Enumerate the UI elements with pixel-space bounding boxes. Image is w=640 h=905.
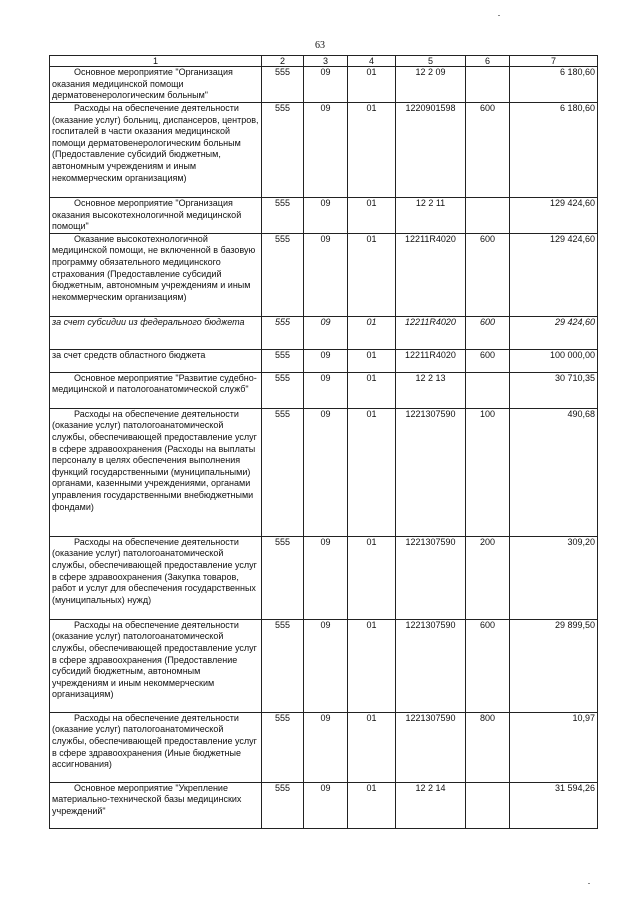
column-header: 2 xyxy=(262,56,304,67)
row-subsection: 01 xyxy=(348,536,396,619)
row-admin: 555 xyxy=(262,619,304,712)
row-subsection: 01 xyxy=(348,619,396,712)
row-sum: 100 000,00 xyxy=(510,349,598,372)
row-type xyxy=(466,782,510,828)
row-target: 12 2 13 xyxy=(396,372,466,408)
row-name: Расходы на обеспечение деятельности (оказание услуг) патологоанатомической службы, обеспечивающей предоставление услуг в сфере здравоохранения (Предоставление субсидий бюджетным, автономным учреждениям и иным некоммерческим организациям) xyxy=(50,619,262,712)
row-name: Основное мероприятие "Организация оказания высокотехнологичной медицинской помощи" xyxy=(50,198,262,234)
row-type: 600 xyxy=(466,316,510,349)
row-name: Основное мероприятие "Организация оказания медицинской помощи дерматовенерологическим больным" xyxy=(50,67,262,103)
row-admin: 555 xyxy=(262,349,304,372)
row-sum: 30 710,35 xyxy=(510,372,598,408)
page-number: 63 xyxy=(315,40,325,51)
row-subsection: 01 xyxy=(348,408,396,536)
row-target: 1221307590 xyxy=(396,408,466,536)
table-row xyxy=(50,316,598,349)
row-type xyxy=(466,198,510,234)
row-admin: 555 xyxy=(262,536,304,619)
budget-table xyxy=(49,55,598,829)
row-sum: 309,20 xyxy=(510,536,598,619)
row-target: 12211R4020 xyxy=(396,349,466,372)
row-admin: 555 xyxy=(262,67,304,103)
table-row xyxy=(50,782,598,828)
row-target: 1221307590 xyxy=(396,619,466,712)
row-name: Основное мероприятие "Укрепление материально-технической базы медицинских учреждений" xyxy=(50,782,262,828)
row-sum: 490,68 xyxy=(510,408,598,536)
row-section: 09 xyxy=(304,198,348,234)
row-section: 09 xyxy=(304,782,348,828)
row-target: 1220901598 xyxy=(396,103,466,198)
row-target: 12 2 11 xyxy=(396,198,466,234)
row-admin: 555 xyxy=(262,316,304,349)
row-subsection: 01 xyxy=(348,712,396,782)
row-section: 09 xyxy=(304,233,348,316)
row-type: 200 xyxy=(466,536,510,619)
table-row xyxy=(50,349,598,372)
row-sum: 6 180,60 xyxy=(510,67,598,103)
row-sum: 10,97 xyxy=(510,712,598,782)
row-name: Основное мероприятие "Развитие судебно-медицинской и патологоанатомической служб" xyxy=(50,372,262,408)
row-admin: 555 xyxy=(262,103,304,198)
column-header: 3 xyxy=(304,56,348,67)
row-type: 600 xyxy=(466,619,510,712)
row-subsection: 01 xyxy=(348,103,396,198)
row-subsection: 01 xyxy=(348,372,396,408)
row-section: 09 xyxy=(304,619,348,712)
table-row xyxy=(50,103,598,198)
row-type: 600 xyxy=(466,103,510,198)
row-subsection: 01 xyxy=(348,233,396,316)
row-target: 12 2 09 xyxy=(396,67,466,103)
row-name: за счет субсидии из федерального бюджета xyxy=(50,316,262,349)
row-type: 800 xyxy=(466,712,510,782)
row-type: 600 xyxy=(466,349,510,372)
row-type: 100 xyxy=(466,408,510,536)
column-header: 7 xyxy=(510,56,598,67)
row-admin: 555 xyxy=(262,372,304,408)
row-name: Оказание высокотехнологичной медицинской помощи, не включенной в базовую программу обязательного медицинского страхования (Предоставление субсидий бюджетным, автономным учреждениям и иным некоммерческим организациям) xyxy=(50,233,262,316)
scan-speck xyxy=(588,883,590,884)
scan-speck xyxy=(498,15,500,16)
row-sum: 29 899,50 xyxy=(510,619,598,712)
row-sum: 29 424,60 xyxy=(510,316,598,349)
row-section: 09 xyxy=(304,316,348,349)
table-row xyxy=(50,536,598,619)
row-target: 12211R4020 xyxy=(396,233,466,316)
row-subsection: 01 xyxy=(348,782,396,828)
row-name: Расходы на обеспечение деятельности (оказание услуг) патологоанатомической службы, обеспечивающей предоставление услуг в сфере здравоохранения (Закупка товаров, работ и услуг для обеспечения государственных (муниципальных) нужд) xyxy=(50,536,262,619)
row-section: 09 xyxy=(304,408,348,536)
column-header: 4 xyxy=(348,56,396,67)
row-section: 09 xyxy=(304,372,348,408)
row-admin: 555 xyxy=(262,198,304,234)
table-row xyxy=(50,372,598,408)
row-name: Расходы на обеспечение деятельности (оказание услуг) патологоанатомической службы, обеспечивающей предоставление услуг в сфере здравоохранения (Расходы на выплаты персоналу в целях обеспечения выполнения функций государственными (муниципальными) органами, казенными учреждениями, органами управления государственными внебюджетными фондами) xyxy=(50,408,262,536)
row-target: 1221307590 xyxy=(396,536,466,619)
row-type xyxy=(466,372,510,408)
column-header: 1 xyxy=(50,56,262,67)
row-admin: 555 xyxy=(262,712,304,782)
row-section: 09 xyxy=(304,67,348,103)
row-sum: 31 594,26 xyxy=(510,782,598,828)
row-sum: 6 180,60 xyxy=(510,103,598,198)
row-section: 09 xyxy=(304,103,348,198)
row-name: за счет средств областного бюджета xyxy=(50,349,262,372)
row-admin: 555 xyxy=(262,233,304,316)
row-type: 600 xyxy=(466,233,510,316)
column-header: 5 xyxy=(396,56,466,67)
row-target: 12211R4020 xyxy=(396,316,466,349)
table-row xyxy=(50,619,598,712)
row-admin: 555 xyxy=(262,408,304,536)
row-subsection: 01 xyxy=(348,316,396,349)
table-row xyxy=(50,408,598,536)
row-subsection: 01 xyxy=(348,349,396,372)
row-type xyxy=(466,67,510,103)
row-name: Расходы на обеспечение деятельности (оказание услуг) больниц, диспансеров, центров, госпиталей в части оказания медицинской помощи дерматовенерологическим больным (Предоставление субсидий бюджетным, автономным учреждениям и иным некоммерческим организациям) xyxy=(50,103,262,198)
table-row xyxy=(50,67,598,103)
table-header-row xyxy=(50,56,598,67)
column-header: 6 xyxy=(466,56,510,67)
row-section: 09 xyxy=(304,349,348,372)
row-subsection: 01 xyxy=(348,198,396,234)
row-target: 1221307590 xyxy=(396,712,466,782)
row-name: Расходы на обеспечение деятельности (оказание услуг) патологоанатомической службы, обеспечивающей предоставление услуг в сфере здравоохранения (Иные бюджетные ассигнования) xyxy=(50,712,262,782)
row-target: 12 2 14 xyxy=(396,782,466,828)
row-section: 09 xyxy=(304,712,348,782)
row-sum: 129 424,60 xyxy=(510,198,598,234)
row-subsection: 01 xyxy=(348,67,396,103)
row-sum: 129 424,60 xyxy=(510,233,598,316)
table-row xyxy=(50,233,598,316)
row-admin: 555 xyxy=(262,782,304,828)
row-section: 09 xyxy=(304,536,348,619)
table-row xyxy=(50,198,598,234)
table-row xyxy=(50,712,598,782)
